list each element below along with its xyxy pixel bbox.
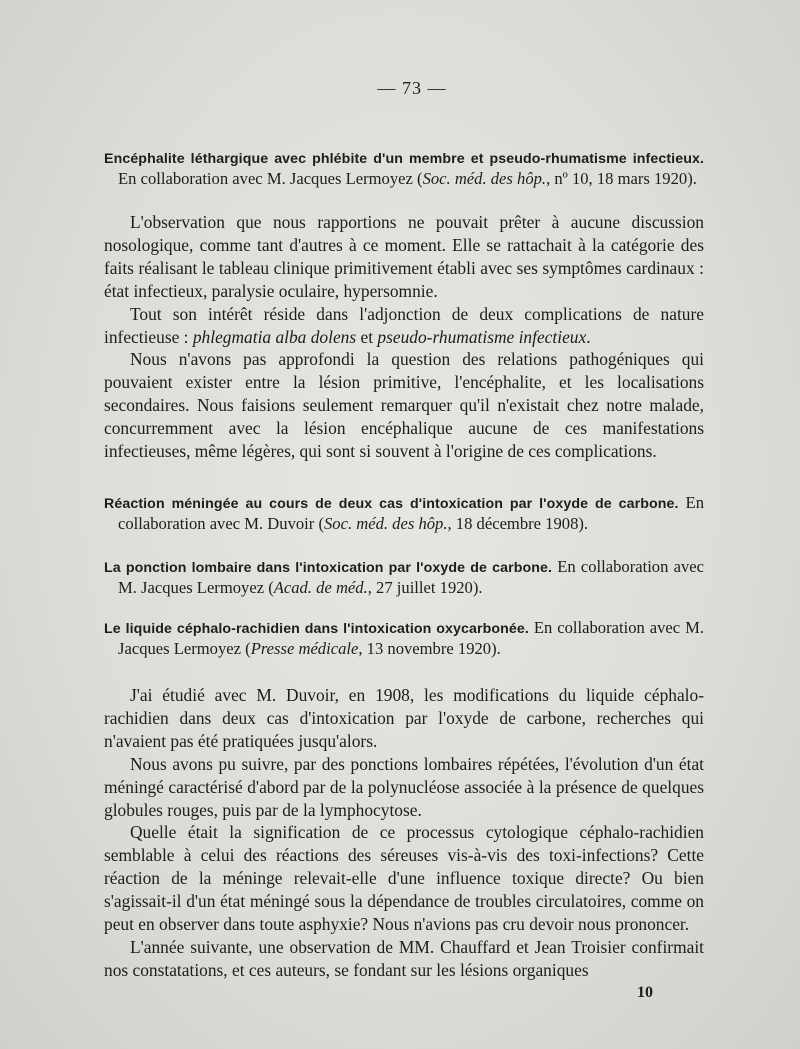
- paragraph: Nous avons pu suivre, par des ponctions lombaires répétées, l'évolution d'un état méningé caractérisé d'abord par de la polynucléose associée à la présence de quelques globules rouges, puis par de la lymphocytose.: [104, 753, 704, 820]
- entry-tail: , nº 10, 18 mars 1920).: [546, 169, 697, 188]
- entry-source: Soc. méd. des hôp.: [323, 513, 448, 533]
- entry-text: En collaboration avec M. Jacques Lermoyez (: [118, 169, 423, 188]
- entry-tail: , 13 novembre 1920).: [358, 638, 501, 658]
- entry-text: En collaboration avec M. Duvoir (: [118, 492, 704, 533]
- page-content: [104, 148, 704, 982]
- bibliography-entry: [104, 557, 704, 598]
- paragraph: Nous n'avons pas approfondi la question des relations pathogéniques qui pouvaient exister entre la lésion primitive, l'encéphalite, et les localisations secondaires. Nous faisions seulement remarquer qu'il n'existait chez notre malade, concurremment avec la lésion encéphalique aucune de ces manifestations infectieuses, même légères, qui sont si souvent à l'origine de ces complications.: [104, 349, 704, 462]
- paragraph: J'ai étudié avec M. Duvoir, en 1908, les modifications du liquide céphalo-rachidien dans deux cas d'intoxication par l'oxyde de carbone, recherches qui n'avaient pas été pratiquées jusqu'alors.: [104, 684, 704, 751]
- entry-source: Acad. de méd.: [273, 577, 368, 597]
- paragraph: Quelle était la signification de ce processus cytologique céphalo-rachidien semblable à celui des réactions des séreuses vis-à-vis des toxi-infections? Cette réaction de la méninge relevait-elle d'une influence toxique directe? Ou bien s'agissait-il d'un état méningé sous la dépendance de troubles circulatoires, comme on peut en observer dans toute asphyxie? Nous n'avions pas cru devoir nous prononcer.: [104, 822, 704, 935]
- entry-tail: , 27 juillet 1920).: [367, 577, 483, 597]
- entry-tail: , 18 décembre 1908).: [447, 513, 589, 533]
- signature-mark: 10: [637, 984, 653, 1001]
- page-number: — 73 —: [377, 78, 447, 98]
- entry-text: En collaboration avec M. Jacques Lermoyez (: [118, 556, 704, 597]
- paragraph-italic: pseudo-rhumatisme infectieux: [377, 326, 587, 347]
- entry-title: Encéphalite léthargique avec phlébite d'un membre et pseudo-rhumatisme infectieux.: [104, 151, 704, 167]
- paragraph-text: et: [356, 326, 378, 347]
- paragraph: L'année suivante, une observation de MM. Chauffard et Jean Troisier confirmait nos constatations, et ces auteurs, se fondant sur les lésions organiques: [104, 936, 704, 980]
- paragraph-italic: phlegmatia alba dolens: [192, 326, 357, 347]
- paragraph: [104, 303, 704, 349]
- paragraph-text: .: [586, 326, 591, 347]
- bibliography-entry: [104, 493, 704, 534]
- entry-title: La ponction lombaire dans l'intoxication par l'oxyde de carbone.: [104, 559, 553, 576]
- entry-source: Presse médicale: [250, 638, 359, 658]
- bibliography-entry: [104, 618, 704, 659]
- paragraph: L'observation que nous rapportions ne pouvait prêter à aucune discussion nosologique, comme tant d'autres à ce moment. Elle se rattachait à la catégorie des faits réalisant le tableau clinique primitivement établi avec ses symptômes cardinaux : état infectieux, paralysie oculaire, hypersomnie.: [104, 212, 704, 301]
- paragraph-text: Tout son intérêt réside dans l'adjonction de deux complications de nature infectieuse :: [104, 303, 704, 347]
- entry-text: En collaboration avec M. Jacques Lermoyez (: [118, 617, 704, 658]
- entry-source: Soc. méd. des hôp.: [422, 169, 547, 188]
- bibliography-entry: [104, 148, 704, 189]
- entry-title: Le liquide céphalo-rachidien dans l'intoxication oxycarbonée.: [104, 620, 529, 637]
- entry-title: Réaction méningée au cours de deux cas d'intoxication par l'oxyde de carbone.: [104, 495, 679, 512]
